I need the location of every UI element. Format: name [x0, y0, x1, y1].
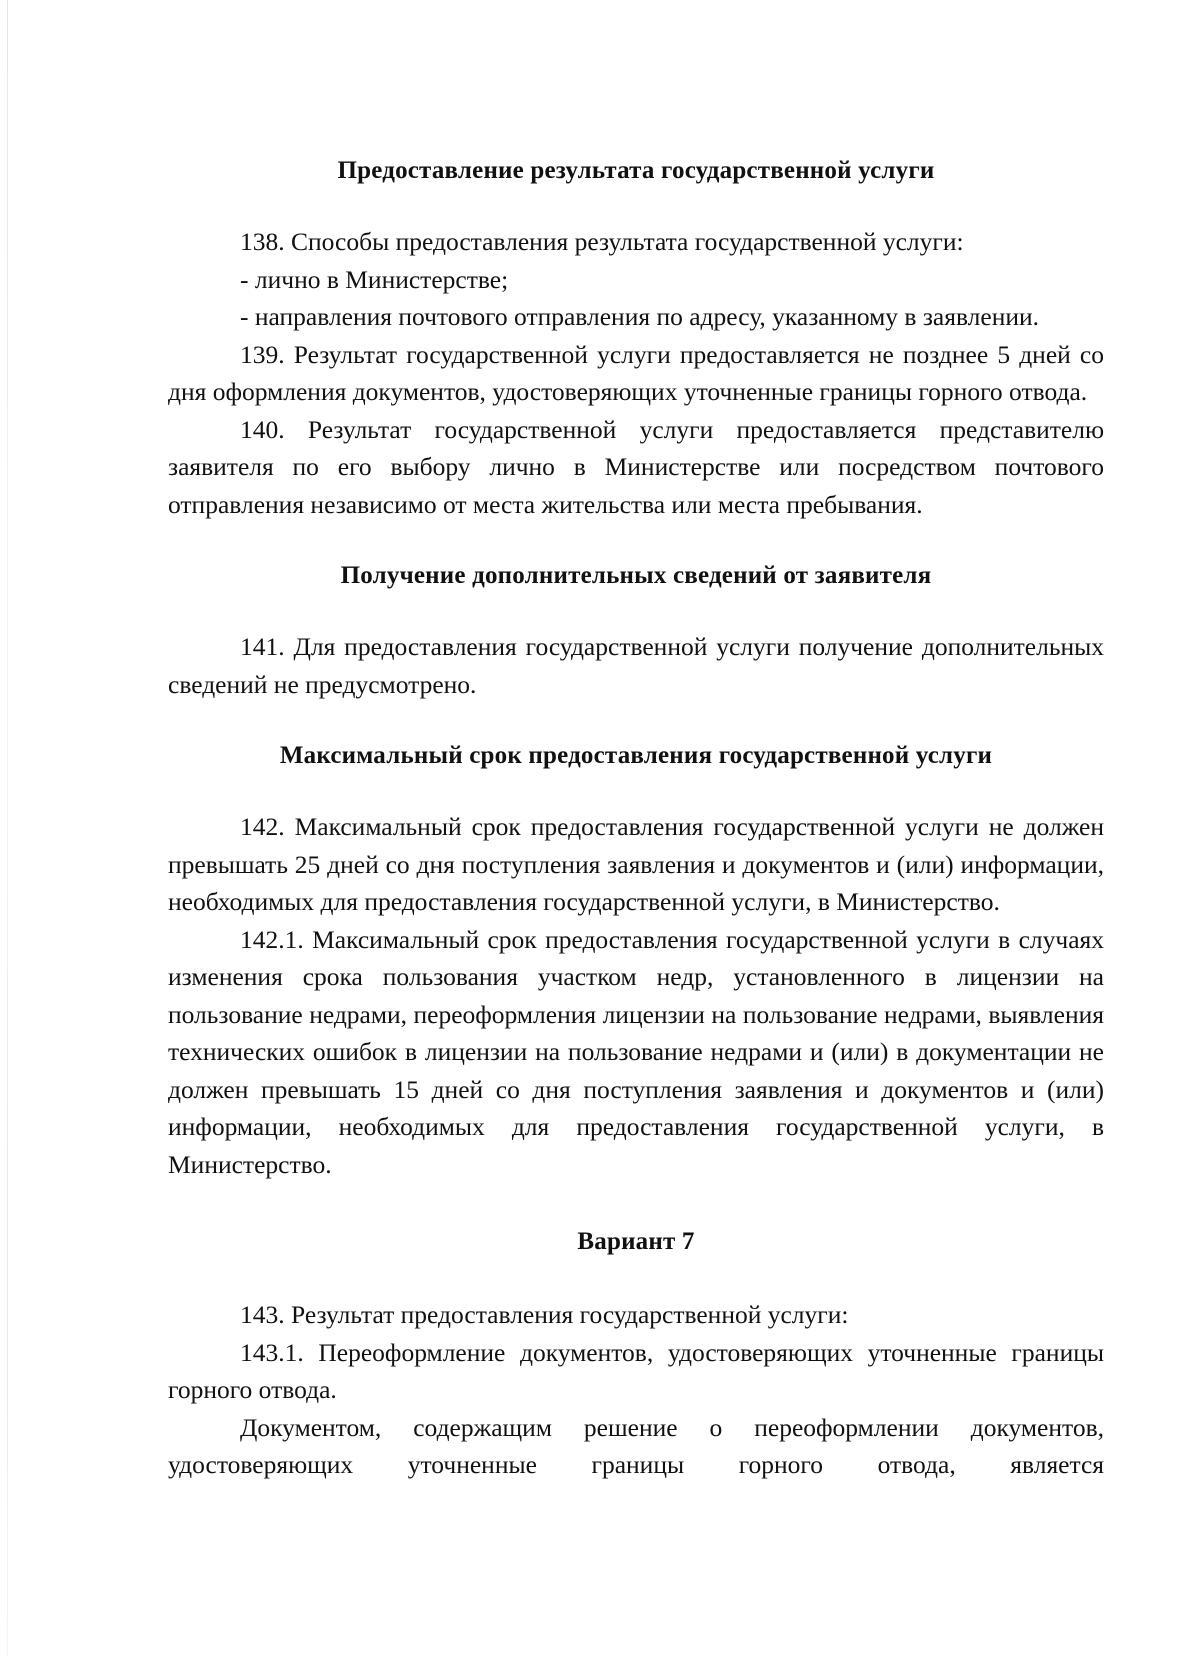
paragraph-143-1: 143.1. Переоформление документов, удостоверяющих уточненные границы горного отвода. — [168, 1337, 1104, 1404]
section-heading-max-term: Максимальный срок предоставления государственной услуги — [279, 742, 993, 769]
paragraph-143: 143. Результат предоставления государственной услуги: — [240, 1300, 849, 1329]
paragraph-decision-document: Документом, содержащим решение о переоформлении документов, удостоверяющих уточненные границы горного отвода, является — [168, 1412, 1104, 1479]
paragraph-140: 140. Результат государственной услуги предоставляется представителю заявителя по его выбору лично в Министерстве или посредством почтового отправления независимо от места жительства или места пребывания. — [168, 414, 1104, 519]
paragraph-138-item-mail: - направления почтового отправления по адресу, указанному в заявлении. — [240, 302, 1040, 331]
scan-edge-line — [7, 0, 8, 1656]
section-heading-result-delivery: Предоставление результата государственной услуги — [337, 157, 935, 184]
paragraph-138: 138. Способы предоставления результата государственной услуги: — [240, 227, 964, 256]
section-heading-variant-7: Вариант 7 — [577, 1228, 695, 1255]
paragraph-139: 139. Результат государственной услуги предоставляется не позднее 5 дней со дня оформления документов, удостоверяющих уточненные границы горного отвода. — [168, 339, 1104, 406]
paragraph-142-1: 142.1. Максимальный срок предоставления государственной услуги в случаях изменения срока пользования участком недр, установленного в лицензии на пользование недрами, переоформления лицензии на пользование недрами, выявления технических ошибок в лицензии на пользование недрами и (или) в документации не должен превышать 15 дней со дня поступления заявления и документов и (или) информации, необходимых для предоставления государственной услуги, в Министерство. — [168, 924, 1104, 1179]
paragraph-138-item-in-person: - лично в Министерстве; — [240, 264, 509, 294]
document-body — [168, 152, 1104, 1484]
paragraph-142: 142. Максимальный срок предоставления государственной услуги не должен превышать 25 дней со дня поступления заявления и документов и (или) информации, необходимых для предоставления государственной услуги, в Министерство. — [168, 812, 1104, 916]
section-heading-additional-info: Получение дополнительных сведений от заявителя — [340, 562, 932, 589]
paragraph-141: 141. Для предоставления государственной услуги получение дополнительных сведений не предусмотрено. — [168, 632, 1104, 699]
